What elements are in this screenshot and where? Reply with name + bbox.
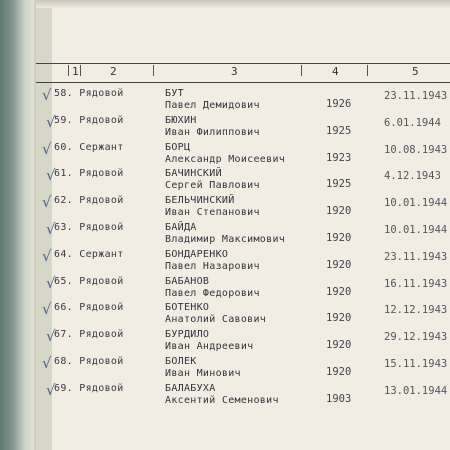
ledger-row [0,168,450,195]
given-name-patronymic: Павел Демидович [165,100,260,111]
ledger-row [0,380,450,410]
row-number-rank [54,356,124,367]
date: 13.01.1944 [384,384,448,397]
surname: БАЧИНСКИЙ [165,168,222,180]
row-number: 65. [54,275,73,287]
row-number: 64. [54,248,73,260]
given-name-patronymic: Александр Моисеевич [165,153,286,165]
surname: БУРДИЛО [165,329,210,341]
checkmark-icon: √ [42,86,52,104]
rank: Рядовой [72,356,124,367]
date: 23.11.1943 [384,90,448,102]
date: 6.01.1944 [384,116,441,129]
given-name-patronymic: Иван Филиппович [165,126,260,138]
given-name-patronymic: Павел Назарович [165,260,260,272]
column-number-1: 1 [72,65,79,78]
column-header [36,63,450,83]
checkmark-icon: √ [42,354,52,372]
surname: БЮХИН [165,114,197,126]
column-divider [153,65,154,76]
rank: Рядовой [72,114,124,126]
row-number: 63. [54,222,73,233]
checkmark-icon: √ [42,139,52,158]
row-number: 58. [54,88,73,99]
checkmark-icon: √ [42,246,52,265]
surname: БОРЦ [165,141,191,153]
given-name-patronymic: Иван Степанович [165,207,260,219]
row-number-rank [54,276,124,287]
ledger-row [0,246,450,276]
surname: БАБАНОВ [165,275,210,287]
given-name-patronymic: Анатолий Савович [165,314,267,326]
column-divider [301,65,302,76]
birth-year: 1920 [326,339,352,352]
column-number-4: 4 [332,65,339,78]
checkmark-icon: √ [46,166,56,185]
rank: Рядовой [72,329,124,341]
rank: Рядовой [72,222,124,233]
date: 16.11.1943 [384,277,448,290]
given-name-patronymic: Сергей Павлович [165,180,260,192]
page-top-edge [36,0,450,8]
row-number: 68. [54,356,73,367]
date: 10.01.1944 [384,197,448,210]
row-number-rank [54,383,124,394]
checkmark-icon: √ [46,112,56,131]
row-number-rank [54,168,124,179]
row-number: 66. [54,302,73,314]
rank: Рядовой [72,382,124,394]
row-number-rank [54,249,124,260]
rank: Рядовой [72,302,124,314]
row-number: 67. [54,329,73,341]
checkmark-icon: √ [46,273,56,292]
surname: БОЛЕК [165,356,197,367]
ledger-row [0,273,450,303]
checkmark-icon: √ [46,380,56,399]
row-number-rank [54,329,124,340]
given-name-patronymic: Иван Андреевич [165,341,254,353]
checkmark-icon: √ [42,300,52,319]
rank: Рядовой [72,195,124,207]
row-number: 59. [54,114,73,126]
surname: БУТ [165,88,184,99]
ledger-row [0,329,450,356]
rank: Сержант [72,248,124,260]
checkmark-icon: √ [46,220,56,238]
surname: БОТЕНКО [165,302,210,314]
given-name-patronymic: Владимир Максимович [165,234,286,245]
surname: БАЛАБУХА [165,382,216,394]
ledger-row [0,112,450,142]
rank: Рядовой [72,88,124,99]
row-number: 62. [54,195,73,207]
date: 23.11.1943 [384,250,448,263]
birth-year: 1920 [326,232,352,244]
checkmark-icon: √ [46,327,56,346]
row-number-rank [54,142,124,153]
row-number-rank [54,302,124,313]
checkmark-icon: √ [42,193,52,212]
ledger-row [0,195,450,222]
given-name-patronymic: Иван Минович [165,368,241,379]
rank: Рядовой [72,275,124,287]
surname: БЕЛЬЧИНСКИЙ [165,195,235,207]
given-name-patronymic: Аксентий Семенович [165,394,279,406]
date: 10.01.1944 [384,224,448,236]
ledger-row [0,222,450,249]
ledger-row [0,302,450,329]
column-number-2: 2 [110,65,117,78]
date: 15.11.1943 [384,358,448,370]
birth-year: 1920 [326,312,352,325]
column-divider [367,65,368,76]
rank: Рядовой [72,168,124,180]
row-number-rank [54,195,124,206]
ledger-row [0,88,450,115]
surname: БАЙДА [165,222,197,233]
column-divider [68,65,69,76]
birth-year: 1920 [326,285,352,298]
birth-year: 1923 [326,151,352,164]
birth-year: 1903 [326,392,352,405]
column-number-3: 3 [231,65,238,78]
birth-year: 1925 [326,124,352,137]
row-number: 69. [54,382,73,394]
date: 4.12.1943 [384,170,441,183]
date: 12.12.1943 [384,304,448,317]
row-number-rank [54,222,124,233]
birth-year: 1920 [326,258,352,271]
row-number-rank [54,88,124,99]
ledger-row [0,139,450,169]
surname: БОНДАРЕНКО [165,248,229,260]
birth-year: 1920 [326,366,352,378]
row-number: 61. [54,168,73,180]
ledger-row [0,356,450,383]
date: 29.12.1943 [384,331,448,344]
column-divider [80,65,81,76]
birth-year: 1920 [326,205,352,218]
row-number: 60. [54,141,73,153]
column-number-5: 5 [412,65,419,78]
row-number-rank [54,115,124,126]
birth-year: 1926 [326,98,352,110]
date: 10.08.1943 [384,143,448,156]
given-name-patronymic: Павел Федорович [165,287,260,299]
rank: Сержант [72,141,124,153]
birth-year: 1925 [326,178,352,191]
